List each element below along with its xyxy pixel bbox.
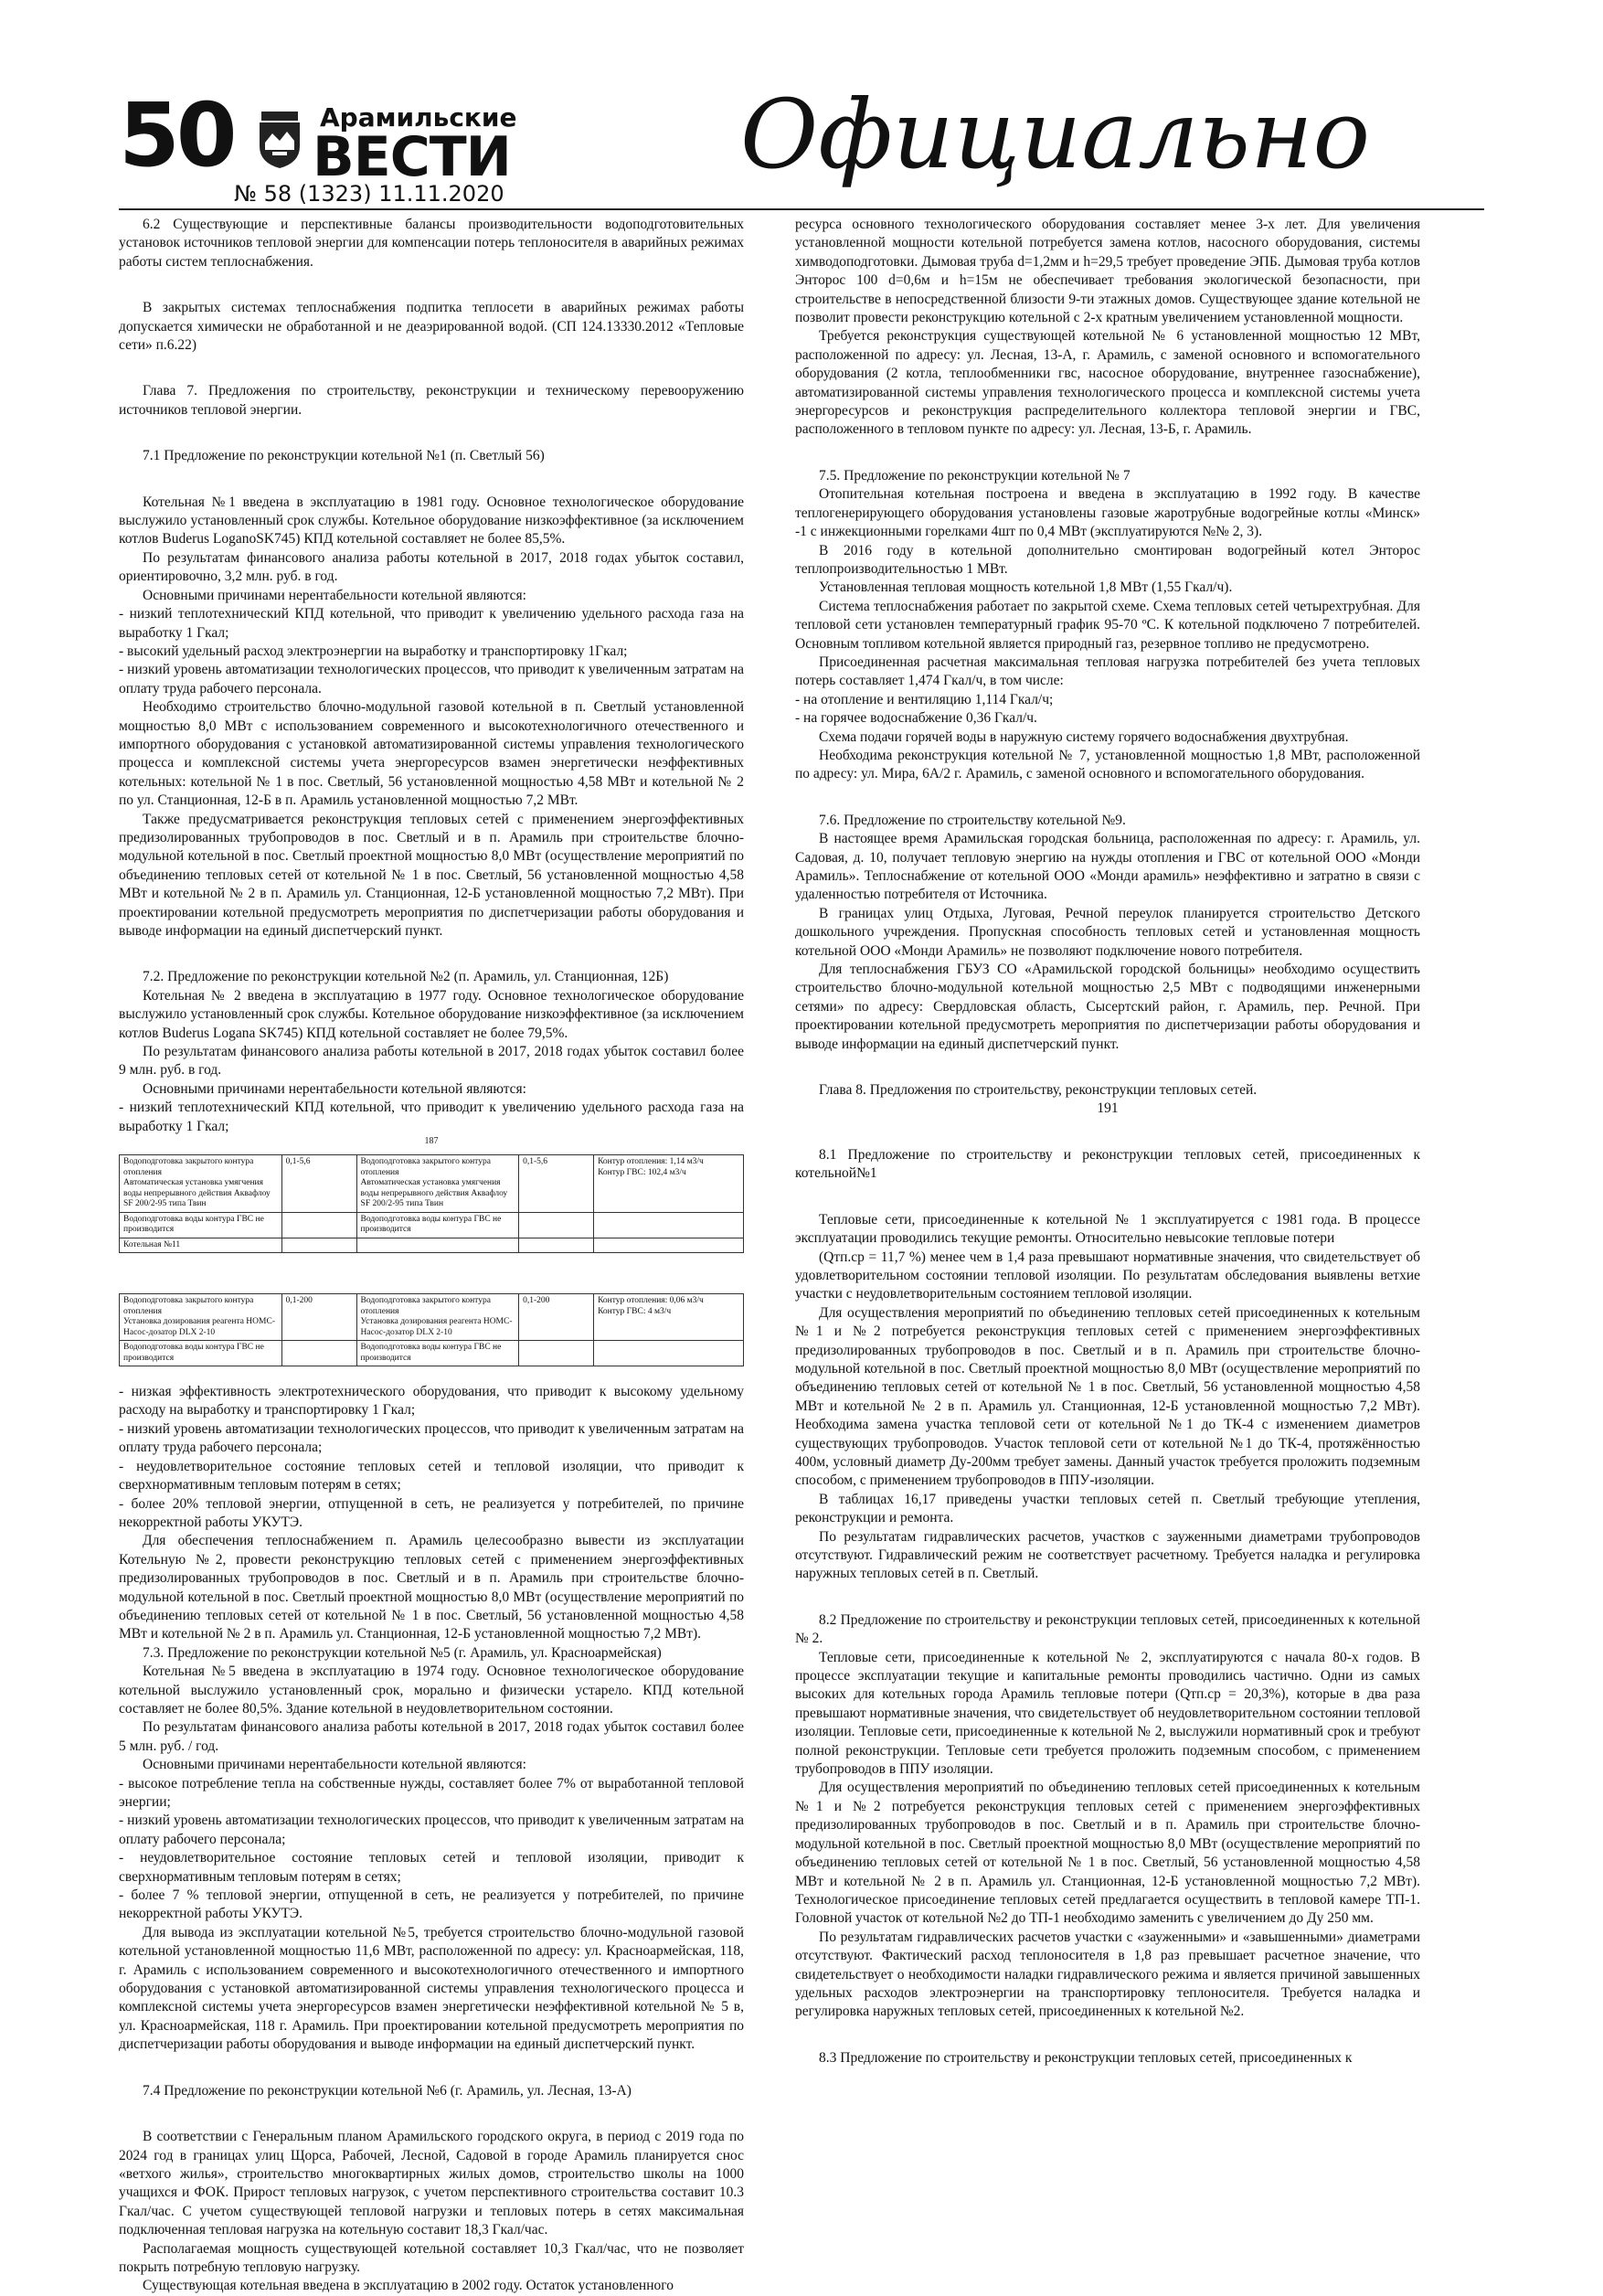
table-cell <box>281 1341 356 1366</box>
section-heading: 8.3 Предложение по строительству и реконструкции тепловых сетей, присоединенных к <box>819 2049 1353 2066</box>
page-reference: 187 <box>424 1136 439 1147</box>
list-item: - более 7 % тепловой энергии, отпущенной в сеть, не реализуется у потребителей, по причине некорректной работы УКУТЭ. <box>119 1887 744 1922</box>
table-cell <box>519 1341 594 1366</box>
list-item: - неудовлетворительное состояние тепловых сетей и тепловой изоляции, приводит к сверхнормативным тепловым потерям в сетях; <box>119 1850 744 1885</box>
paragraph: Для вывода из эксплуатации котельной №5, требуется строительство блочно-модульной газовой котельной установленной мощностью 11,6 МВт, расположенной по адресу: ул. Красноармейская, 118, г. Арамиль с использованием современного и высокотехнологичного отечественного и импортного оборудования с установкой автоматизированной системы управления технологического процесса и комплексной системы учета энергоресурсов взамен энергетически неэффективной котельной № 5 в, ул. Красноармейская, 118 г. Арамиль. При проектировании котельной предусмотреть мероприятия по диспетчеризации работы оборудования и выводе информации на единый диспетчерский пункт. <box>119 1924 744 2053</box>
paragraph: Схема подачи горячей воды в наружную систему горячего водоснабжения двухтрубная. <box>819 728 1349 745</box>
paragraph: Основными причинами нерентабельности котельной являются: <box>143 587 526 603</box>
table-cell <box>594 1212 744 1238</box>
logo-title: ВЕСТИ <box>313 125 511 189</box>
section-heading: 7.2. Предложение по реконструкции котельной №2 (п. Арамиль, ул. Станционная, 12Б) <box>143 969 669 985</box>
section-heading: 7.6. Предложение по строительству котельной №9. <box>819 812 1126 828</box>
paragraph: В закрытых системах теплоснабжения подпитка теплосети в аварийных режимах работы допускается химически не обработанной и не деаэрированной водой. (СП 124.13330.2012 «Тепловые сети» п.6.22) <box>119 300 744 354</box>
paragraph: По результатам гидравлических расчетов участки с «зауженными» и «завышенными» диаметрами отсутствуют. Фактический расход теплоносителя в 1,8 раз превышает расчетное значение, что свидетельствует о необходимости наладки гидравлического режима и является причиной завышенных удельных расходов электроэнергии на транспортировку теплоносителя. Требуется наладка и регулировка наружных тепловых сетей, присоединенных к котельной №2. <box>795 1929 1420 2020</box>
paragraph: Существующая котельная введена в эксплуатацию в 2002 году. Остаток установленного <box>143 2278 674 2294</box>
paragraph: Для осуществления мероприятий по объединению тепловых сетей присоединенных к котельным №1 и №2 потребуется реконструкция тепловых сетей с применением энергоэффективных предизолированных трубопроводов в пос. Светлый и в п. Арамиль при строительстве блочно-модульной котельной в пос. Светлый проектной мощностью 8,0 МВт (осуществление мероприятий по объединению тепловых сетей от котельной № 1 в пос. Светлый, 56 установленной мощностью 4,58 МВт и котельной № 2 в п. Арамиль ул. Станционная, 12-Б установленной мощностью 7,2 МВт). Технологическое присоединение тепловых сетей предлагается осуществить в тепловой камере ТП-1. Головной участок от котельной №2 до ТП-1 необходимо заменить с увеличением до Ду 250 мм. <box>795 1780 1420 1927</box>
section-heading: 7.1 Предложение по реконструкции котельной №1 (п. Светлый 56) <box>143 448 545 464</box>
paragraph: Для обеспечения теплоснабжением п. Арамиль целесообразно вывести из эксплуатации Котельную №2, провести реконструкцию тепловых сетей с применением энергоэффективных предизолированных трубопроводов в пос. Светлый и в п. Арамиль при строительстве блочно-модульной котельной в пос. Светлый проектной мощностью 8,0 МВт (осуществление мероприятий по объединению тепловых сетей от котельной № 1 в пос. Светлый, 56 установленной мощностью 4,58 МВт и котельной № 2 в п. Арамиль ул. Станционная, 12-Б установленной мощностью 7,2 МВт). <box>119 1533 744 1642</box>
chapter-heading: Глава 7. Предложения по строительству, реконструкции и техническому перевооружению источников тепловой энергии. <box>119 383 744 418</box>
paragraph: Требуется реконструкция существующей котельной № 6 установленной мощностью 12 МВт, расположенной по адресу: ул. Лесная, 13-А, г. Арамиль, с заменой основного и вспомогательного оборудования (2 котла, теплообменники гвс, насосное оборудование, внутреннее газоснабжение), автоматизированной системы управления технологического процесса и комплексной системы учета энергоресурсов и реконструкция распределительного коллектора тепловой энергии и ГВС, расположенного в тепловом пункте по адресу: ул. Лесная, 13-Б, г. Арамиль. <box>795 328 1420 438</box>
table-cell: 0,1-200 <box>519 1294 594 1341</box>
section-heading: 8.2 Предложение по строительству и реконструкции тепловых сетей, присоединенных к котельной № 2. <box>795 1611 1420 1647</box>
table-cell: Контур отопления: 0,06 м3/ч Контур ГВС: 4 м3/ч <box>594 1294 744 1341</box>
list-item: - низкий уровень автоматизации технологических процессов, что приводит к увеличенным затратам на оплату труда рабочего персонала; <box>119 1420 744 1456</box>
paragraph: Отопительная котельная построена и введена в эксплуатацию в 1992 году. В качестве теплогенерирующего оборудования установлены газовые жаротрубные водогрейные котлы «Минск» -1 с инжекционными горелками 4шт по 0,4 МВт (эксплуатируются №№ 2, 3). <box>795 486 1420 540</box>
list-item: - на отопление и вентиляцию 1,114 Гкал/ч; <box>795 691 1054 707</box>
table-cell: Водоподготовка закрытого контура отопления Автоматическая установка умягчения воды непрерывного действия Аквафлоу SF 200/2-95 типа Твин <box>120 1155 282 1213</box>
paragraph: В таблицах 16,17 приведены участки тепловых сетей п. Светлый требующие утепления, реконструкции и ремонта. <box>795 1491 1420 1526</box>
table-cell: 0,1-5,6 <box>281 1155 356 1213</box>
paragraph: Также предусматривается реконструкция тепловых сетей с применением энергоэффективных предизолированных трубопроводов в пос. Светлый и в п. Арамиль при строительстве блочно-модульной котельной в пос. Светлый проектной мощностью 8,0 МВт (осуществление мероприятий по объединению тепловых сетей от котельной № 1 в пос. Светлый, 56 установленной мощностью 4,58 МВт и котельной № 2 в п. Арамиль ул. Станционная, 12-Б установленной мощностью 7,2 МВт). При проектировании котельной предусмотреть мероприятия по диспетчеризации работы оборудования и выводе информации на единый диспетчерский пункт. <box>119 811 744 939</box>
table-cell: Котельная №11 <box>120 1238 282 1253</box>
page-number: 50 <box>119 84 234 186</box>
issue-number: № 58 (1323) 11.11.2020 <box>234 181 504 207</box>
table-cell: Водоподготовка закрытого контура отопления Автоматическая установка умягчения воды непрерывного действия Аквафлоу SF 200/2-95 типа Твин <box>356 1155 519 1213</box>
table-cell: Водоподготовка воды контура ГВС не производится <box>120 1341 282 1366</box>
table-cell <box>594 1341 744 1366</box>
paragraph: Основными причинами нерентабельности котельной являются: <box>143 1757 526 1773</box>
list-item: - низкая эффективность электротехнического оборудования, что приводит к высокому удельному расходу на выработку и транспортировку 1 Гкал; <box>119 1384 744 1419</box>
paragraph: Для осуществления мероприятий по объединению тепловых сетей присоединенных к котельным №1 и №2 потребуется реконструкция тепловых сетей с применением энергоэффективных предизолированных трубопроводов в пос. Светлый и в п. Арамиль при строительстве блочно-модульной котельной в пос. Светлый проектной мощностью 8,0 МВт (осуществление мероприятий по объединению тепловых сетей от котельной № 1 в пос. Светлый, 56 установленной мощностью 4,58 МВт и котельной № 2 в п. Арамиль ул. Станционная, 12-Б установленной мощностью 7,2 МВт). Необходима замена участка тепловой сети от котельной №1 до ТК-4 с изменением диаметров существующих трубопроводов. Участок тепловой сети от котельной №1 до ТК-4, протяжённостью 400м, условный диаметр Ду-200мм требует замены. Данный участок требуется проложить подземным способом, с применением трубопроводов в ППУ-изоляции. <box>795 1304 1420 1489</box>
table-cell <box>281 1212 356 1238</box>
paragraph: Для теплоснабжения ГБУЗ СО «Арамильской городской больницы» необходимо осуществить строительство блочно-модульной котельной мощностью 2,5 МВт с подводящими инженерными сетями» по адресу: Свердловская область, Сысертский район, г. Арамиль, пер. Речной. При проектировании котельной предусмотреть мероприятия по диспетчеризации работы оборудования и выводе информации на единый диспетчерский пункт. <box>795 962 1420 1052</box>
paragraph: Котельная №5 введена в эксплуатацию в 1974 году. Основное технологическое оборудование котельной выслужило установленный срок, морально и физически устарело. КПД котельной составляет не более 80,5%. Здание котельной в неудовлетворительном состоянии. <box>119 1664 744 1717</box>
paragraph: В настоящее время Арамильская городская больница, расположенная по адресу: г. Арамиль, ул. Садовая, д. 10, получает тепловую энергию на нужды отопления и ГВС от котельной ООО «Монди Арамиль». Теплоснабжение от котельной ООО «Монди арамиль» неэффективно и затратно в связи с удаленностью потребителя от Источника. <box>795 831 1420 903</box>
table-cell: 0,1-5,6 <box>519 1155 594 1213</box>
paragraph: В 2016 году в котельной дополнительно смонтирован водогрейный котел Энторос теплопроизводительностью 1 МВт. <box>795 542 1420 577</box>
list-item: - низкий теплотехнический КПД котельной, что приводит к увеличению удельного расхода газа на выработку 1 Гкал; <box>119 606 744 641</box>
paragraph: По результатам финансового анализа работы котельной в 2017, 2018 годах убыток составил более 9 млн. руб. в год. <box>119 1044 744 1079</box>
table-cell <box>594 1238 744 1253</box>
masthead <box>119 73 1484 210</box>
paragraph: По результатам финансового анализа работы котельной в 2017, 2018 годах убыток составил, ориентировочно, 3,2 млн. руб. в год. <box>119 549 744 585</box>
list-item: - на горячее водоснабжение 0,36 Гкал/ч. <box>795 710 1037 727</box>
right-column <box>795 216 1420 2236</box>
coat-of-arms-icon <box>256 110 303 170</box>
table-cell: Водоподготовка воды контура ГВС не производится <box>356 1341 519 1366</box>
paragraph: Котельная №1 введена в эксплуатацию в 1981 году. Основное технологическое оборудование выслужило установленный срок службы. Котельное оборудование низкоэффективное (за исключением котлов Buderus LoganoSK745) КПД котельной составляет не более 85,5%. <box>119 494 744 547</box>
section-heading: 8.1 Предложение по строительству и реконструкции тепловых сетей, присоединенных к котельной№1 <box>795 1146 1420 1182</box>
table-row <box>120 1294 744 1341</box>
section-title: Официально <box>740 79 1371 190</box>
logo-subtitle: Арамильские <box>320 102 517 133</box>
paragraph: 6.2 Существующие и перспективные балансы производительности водоподготовительных установок источников тепловой энергии для компенсации потерь теплоносителя в аварийных режимах работы систем теплоснабжения. <box>119 217 744 270</box>
list-item: - низкий уровень автоматизации технологических процессов, что приводит к увеличенным затратам на оплату труда рабочего персонала. <box>119 662 744 696</box>
list-item: - неудовлетворительное состояние тепловых сетей и тепловой изоляции, что приводит к сверхнормативным тепловым потерям в сетях; <box>119 1458 744 1493</box>
table-cell <box>281 1238 356 1253</box>
paragraph: В соответствии с Генеральным планом Арамильского городского округа, в период с 2019 года по 2024 год в границах улиц Щорса, Рабочей, Лесной, Садовой в городе Арамиль планируется снос «ветхого жилья», строительство многоквартирных жилых домов, строительство школы на 1000 учащихся и ФОК. Прирост тепловых нагрузок, с учетом перспективного строительства составит 10.3 Гкал/час. С учетом существующей тепловой нагрузки и тепловых потерь в сетях максимальная подключенная тепловая нагрузка на котельную составит 18,3 Гкал/час. <box>119 2129 744 2238</box>
table-cell <box>519 1212 594 1238</box>
table-cell: Водоподготовка воды контура ГВС не производится <box>120 1212 282 1238</box>
list-item: - низкий теплотехнический КПД котельной, что приводит к увеличению удельного расхода газа на выработку 1 Гкал; <box>119 1100 744 1134</box>
paragraph: По результатам финансового анализа работы котельной в 2017, 2018 годах убыток составил более 5 млн. руб. / год. <box>119 1719 744 1754</box>
water-treatment-table-2 <box>119 1293 744 1366</box>
paragraph: По результатам гидравлических расчетов, участков с зауженными диаметрами трубопроводов отсутствуют. Гидравлический режим не соответствует расчетному. Требуется наладка и регулировка наружных тепловых сетей в п. Светлый. <box>795 1528 1420 1582</box>
list-item: - более 20% тепловой энергии, отпущенной в сеть, не реализуется у потребителей, по причине некорректной работы УКУТЭ. <box>119 1495 744 1530</box>
paragraph: Система теплоснабжения работает по закрытой схеме. Схема тепловых сетей четырехтрубная. Для тепловой сети установлен температурный график 95-70 ºС. К котельной подключено 7 потребителей. Основным топливом котельной является природный газ, резервное топливо не предусмотрено. <box>795 598 1420 652</box>
table-row <box>120 1155 744 1213</box>
table-row <box>120 1341 744 1366</box>
header-divider <box>119 208 1484 210</box>
table-cell: Водоподготовка закрытого контура отопления Установка дозирования реагента НОМС-Насос-дозатор DLX 2-10 <box>356 1294 519 1341</box>
paragraph: Установленная тепловая мощность котельной 1,8 МВт (1,55 Гкал/ч). <box>819 579 1233 596</box>
table-cell: 0,1-200 <box>281 1294 356 1341</box>
paragraph: Тепловые сети, присоединенные к котельной № 2, эксплуатируются с начала 80-х годов. В процессе эксплуатации текущие и капитальные ремонты проводились частично. Одни из самых высоких для котельных города Арамиль тепловые потери (Qтп.ср = 20,3%), которые в два раза превышают нормативные значения, что свидетельствует об неудовлетворительном состоянии тепловой изоляции. Тепловые сети, присоединенные к котельной № 2, выслужили нормативный срок и требуют полной реконструкции. Тепловые сети требуется проложить подземным способом, с применением трубопроводов в ППУ изоляции. <box>795 1649 1420 1778</box>
table-cell: Водоподготовка закрытого контура отопления Установка дозирования реагента НОМС-Насос-дозатор DLX 2-10 <box>120 1294 282 1341</box>
table-cell: Водоподготовка воды контура ГВС не производится <box>356 1212 519 1238</box>
list-item: - высокое потребление тепла на собственные нужды, составляет более 7% от выработанной тепловой энергии; <box>119 1775 744 1810</box>
paragraph: ресурса основного технологического оборудования составляет менее 3-х лет. Для увеличения установленной мощности котельной потребуется замена котлов, насосного оборудования, системы химводоподготовки. Дымовая труба d=1,2мм и h=29,5 требует проведение ЭПБ. Дымовая труба котлов Энтоpoc 100 d=0,6м и h=15м не обеспечивает требования экологической безопасности, при строительстве в непосредственной близости 9-ти этажных домов. Существующее здание котельной не позволит провести реконструкцию котельной с 2-х кратным увеличением установленной мощности. <box>795 217 1420 326</box>
table-cell <box>356 1238 519 1253</box>
water-treatment-table-1 <box>119 1154 744 1253</box>
section-heading: 7.4 Предложение по реконструкции котельной №6 (г. Арамиль, ул. Лесная, 13-А) <box>143 2082 632 2099</box>
paragraph: Необходима реконструкция котельной № 7, установленной мощностью 1,8 МВт, расположенной по адресу: ул. Мира, 6А/2 г. Арамиль, с заменой основного и вспомогательного оборудования. <box>795 747 1420 782</box>
paragraph: Присоединенная расчетная максимальная тепловая нагрузка потребителей без учета тепловых потерь составляет 1,474 Гкал/ч, в том числе: <box>795 654 1420 689</box>
paragraph: Располагаемая мощность существующей котельной составляет 10,3 Гкал/час, что не позволяет покрыть потребную тепловую нагрузку. <box>119 2240 744 2275</box>
list-item: - низкий уровень автоматизации технологических процессов, что приводит к увеличенным затратам на оплату рабочего персонала; <box>119 1812 744 1847</box>
table-cell: Контур отопления: 1,14 м3/ч Контур ГВС: 102,4 м3/ч <box>594 1155 744 1213</box>
page-reference: 191 <box>1097 1100 1119 1117</box>
table-row <box>120 1212 744 1238</box>
left-column <box>119 216 744 2294</box>
section-heading: 7.5. Предложение по реконструкции котельной № 7 <box>819 467 1131 484</box>
paragraph: Тепловые сети, присоединенные к котельной № 1 эксплуатируется с 1981 года. В процессе эксплуатации проводились текущие ремонты. Относительно невысокие тепловые потери <box>795 1211 1420 1247</box>
paragraph: В границах улиц Отдыха, Луговая, Речной переулок планируется строительство Детского дошкольного учреждения. Пропускная способность тепловых сетей и установленная мощность котельной ООО «Монди Арамиль» не позволяют подключение нового потребителя. <box>795 905 1420 959</box>
chapter-heading: Глава 8. Предложения по строительству, реконструкции тепловых сетей. <box>819 1082 1258 1099</box>
list-item: - высокий удельный расход электроэнергии на выработку и транспортировку 1Гкал; <box>119 643 628 659</box>
paragraph: (Qтп.ср = 11,7 %) менее чем в 1,4 раза превышают нормативные значения, что свидетельствует об удовлетворительном состоянии тепловой изоляции. По результатам обследования выявлены ветхие участки с неудовлетворительным состоянием тепловой изоляции. <box>795 1249 1420 1302</box>
paragraph: Необходимо строительство блочно-модульной газовой котельной в п. Светлый установленной мощностью 8,0 МВт с использованием современного и высокотехнологичного отечественного и импортного оборудования с установкой автоматизированной системы управления технологического процесса и комплексной системы учета энергоресурсов взамен энергетически неэффективных котельных: котельной № 1 в пос. Светлый, 56 установленной мощностью 4,58 МВт и котельной № 2 по ул. Станционная, 12-Б в п. Арамиль установленной мощностью 7,2 МВт. <box>119 699 744 809</box>
paragraph: Котельная № 2 введена в эксплуатацию в 1977 году. Основное технологическое оборудование выслужило установленный срок службы. Котельное оборудование низкоэффективное (за исключением котлов Buderus Logana SK745) КПД котельной составляет не более 79,5%. <box>119 987 744 1041</box>
table-row <box>120 1238 744 1253</box>
table-cell <box>519 1238 594 1253</box>
section-heading: 7.3. Предложение по реконструкции котельной №5 (г. Арамиль, ул. Красноармейская) <box>143 1644 662 1661</box>
paragraph: Основными причинами нерентабельности котельной являются: <box>143 1080 526 1097</box>
